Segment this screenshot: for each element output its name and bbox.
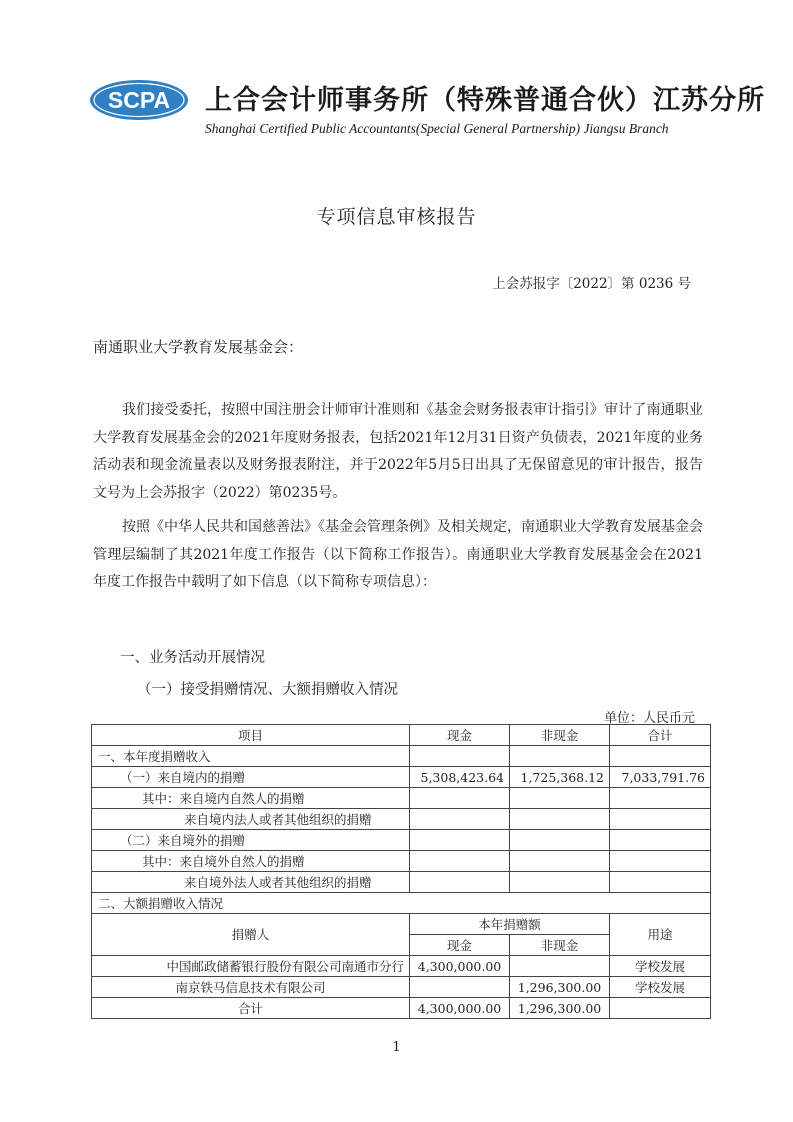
- firm-name-en: Shanghai Certified Public Accountants(Special General Partnership) Jiangsu Branch: [205, 121, 669, 136]
- cell-noncash: [510, 809, 610, 830]
- addressee: 南通职业大学教育发展基金会：: [93, 338, 304, 356]
- row-label: 一、本年度捐赠收入: [92, 746, 410, 767]
- cell-total: 7,033,791.76: [610, 767, 711, 788]
- cell-cash: [410, 977, 510, 998]
- row-label: 其中：来自境内自然人的捐赠: [92, 788, 410, 809]
- firm-name-cn: 上合会计师事务所（特殊普通合伙）江苏分所: [205, 85, 765, 116]
- page-number: 1: [392, 1040, 401, 1055]
- cell-noncash: [510, 746, 610, 767]
- scpa-logo: [88, 78, 190, 122]
- header-total: 合计: [610, 725, 711, 746]
- cell-noncash: [510, 872, 610, 893]
- report-title: 专项信息审核报告: [316, 206, 477, 228]
- cell-total: [610, 851, 711, 872]
- cell-cash: [410, 788, 510, 809]
- cell-noncash: [510, 788, 610, 809]
- row-label: （一）来自境内的捐赠: [92, 767, 410, 788]
- unit-label: 单位：人民币元: [603, 711, 695, 726]
- cell-total: [610, 830, 711, 851]
- sum-cash: 4,300,000.00: [410, 998, 510, 1019]
- table-row: [92, 809, 711, 830]
- cell-cash: 4,300,000.00: [410, 956, 510, 977]
- cell-purpose: 学校发展: [610, 956, 711, 977]
- cell-total: [610, 809, 711, 830]
- cell-total: [610, 872, 711, 893]
- row-label: （二）来自境外的捐赠: [92, 830, 410, 851]
- header-noncash: 非现金: [510, 935, 610, 956]
- header-item: 项目: [92, 725, 410, 746]
- donation-table: [91, 724, 711, 1019]
- cell-total: [610, 746, 711, 767]
- cell-cash: 5,308,423.64: [410, 767, 510, 788]
- sum-label: 合计: [92, 998, 410, 1019]
- header-donor: 捐赠人: [92, 914, 410, 956]
- cell-donor: 南京铁马信息技术有限公司: [92, 977, 410, 998]
- cell-noncash: 1,725,368.12: [510, 767, 610, 788]
- cell-cash: [410, 746, 510, 767]
- header-cash: 现金: [410, 725, 510, 746]
- cell-noncash: 1,296,300.00: [510, 977, 610, 998]
- row-label: 二、大额捐赠收入情况: [92, 893, 711, 914]
- cell-cash: [410, 809, 510, 830]
- table-row: [92, 956, 711, 977]
- cell-total: [610, 788, 711, 809]
- cell-donor: 中国邮政储蓄银行股份有限公司南通市分行: [92, 956, 410, 977]
- cell-noncash: [510, 830, 610, 851]
- body-paragraph-1: 我们接受委托，按照中国注册会计师审计准则和《基金会财务报表审计指引》审计了南通职业大学教育发展基金会的2021年度财务报表，包括2021年12月31日资产负债表，2021年度的业务活动表和现金流量表以及财务报表附注，并于2022年5月5日出具了无保留意见的审计报告，报告文号为上会苏报字（2022）第0235号。: [93, 402, 703, 501]
- table-header-row: [92, 725, 711, 746]
- sum-noncash: 1,296,300.00: [510, 998, 610, 1019]
- report-number: 上会苏报字〔2022〕第 0236 号: [492, 276, 691, 292]
- cell-cash: [410, 851, 510, 872]
- row-label: 来自境外法人或者其他组织的捐赠: [92, 872, 410, 893]
- table-row: [92, 893, 711, 914]
- cell-cash: [410, 872, 510, 893]
- table-row: [92, 830, 711, 851]
- cell-noncash: [510, 851, 610, 872]
- table-row: [92, 788, 711, 809]
- table-row: [92, 851, 711, 872]
- row-label: 其中：来自境外自然人的捐赠: [92, 851, 410, 872]
- cell-purpose: 学校发展: [610, 977, 711, 998]
- header-purpose: 用途: [610, 914, 711, 956]
- table-row: [92, 977, 711, 998]
- table-row: [92, 746, 711, 767]
- row-label: 来自境内法人或者其他组织的捐赠: [92, 809, 410, 830]
- sum-purpose: [610, 998, 711, 1019]
- logo-text: SCPA: [107, 87, 171, 113]
- header-cash: 现金: [410, 935, 510, 956]
- section-heading: 一、业务活动开展情况: [120, 650, 265, 666]
- header-noncash: 非现金: [510, 725, 610, 746]
- body-paragraph-2: 按照《中华人民共和国慈善法》《基金会管理条例》及相关规定，南通职业大学教育发展基金会管理层编制了其2021年度工作报告（以下简称工作报告）。南通职业大学教育发展基金会在2021年度工作报告中载明了如下信息（以下简称专项信息）：: [93, 519, 703, 590]
- header-amount-group: 本年捐赠额: [410, 914, 610, 935]
- table-row: [92, 872, 711, 893]
- cell-cash: [410, 830, 510, 851]
- table-row: [92, 767, 711, 788]
- subsection-heading: （一）接受捐赠情况、大额捐赠收入情况: [137, 682, 398, 698]
- cell-noncash: [510, 956, 610, 977]
- large-donation-header-row: [92, 914, 711, 935]
- table-sum-row: [92, 998, 711, 1019]
